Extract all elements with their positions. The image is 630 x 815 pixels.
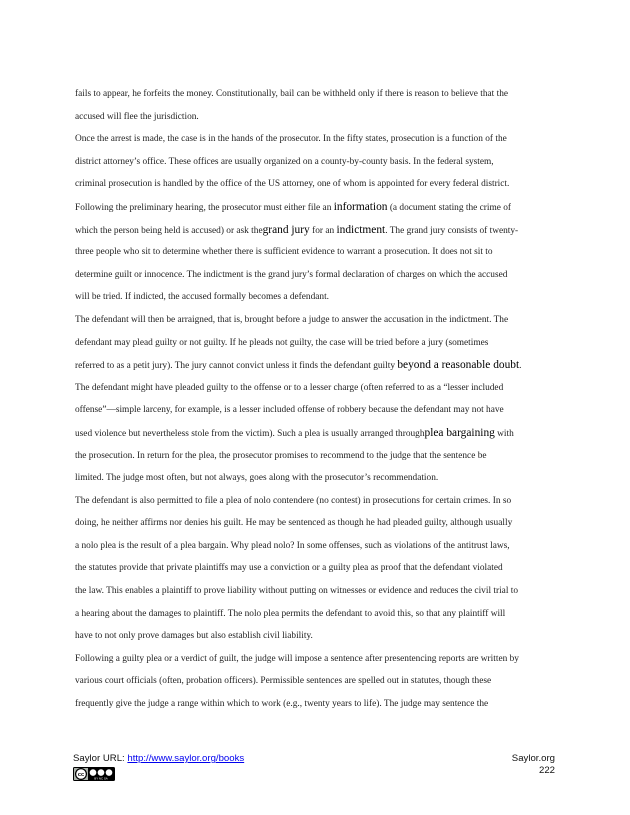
text-line: The defendant might have pleaded guilty to the offense or to a lesser charge (often referred to as a “lesser included bbox=[75, 382, 504, 393]
paragraph-prosecution bbox=[75, 128, 557, 309]
text-line: offense”—simple larceny, for example, is a lesser included offense of robbery because the defendant may not have bbox=[75, 405, 504, 416]
text-line bbox=[75, 196, 557, 219]
paragraph-bail-continued bbox=[75, 83, 557, 128]
body-text bbox=[75, 83, 557, 716]
text-line: fails to appear, he forfeits the money. Constitutionally, bail can be withheld only if there is reason to believe that the bbox=[75, 89, 509, 99]
text-line bbox=[75, 219, 557, 242]
text-line bbox=[75, 422, 557, 445]
term-grand-jury: grand jury bbox=[262, 223, 310, 236]
paragraph-arraignment bbox=[75, 309, 557, 490]
text-line: determine guilt or innocence. The indictment is the grand jury’s formal declaration of charges on which the accused bbox=[75, 269, 508, 280]
source-url-link[interactable]: http://www.saylor.org/books bbox=[127, 753, 245, 764]
text-line: defendant may plead guilty or not guilty. If he pleads not guilty, the case will be tried before a jury (sometimes bbox=[75, 337, 489, 348]
text-line: accused will flee the jurisdiction. bbox=[75, 111, 199, 122]
text-line: The defendant will then be arraigned, that is, brought before a judge to answer the accusation in the indictment. The bbox=[75, 314, 509, 325]
text-line: doing, he neither affirms nor denies his guilt. He may be sentenced as though he had pleaded guilty, although usually bbox=[75, 518, 513, 529]
text-line: the prosecution. In return for the plea, the prosecutor promises to recommend to the judge that the sentence be bbox=[75, 450, 487, 461]
text-line: three people who sit to determine whether there is sufficient evidence to warrant a prosecution. It does not sit to bbox=[75, 247, 493, 258]
text-line: criminal prosecution is handled by the office of the US attorney, one of whom is appointed for every federal district. bbox=[75, 179, 510, 190]
license-badge-text: BY NC SA bbox=[94, 776, 108, 781]
term-indictment: indictment bbox=[336, 223, 386, 236]
term-information: information bbox=[333, 200, 388, 213]
text-line: the law. This enables a plaintiff to prove liability without putting on witnesses or evidence and reduces the civil trial to bbox=[75, 586, 519, 597]
text-line: various court officials (often, probation officers). Permissible sentences are spelled out in statutes, though these bbox=[75, 676, 492, 687]
text-run: (a document stating the crime of bbox=[387, 202, 511, 213]
text-run: with bbox=[494, 428, 514, 439]
text-line: The defendant is also permitted to file a plea of nolo contendere (no contest) in prosecutions for certain crimes. In so bbox=[75, 495, 512, 506]
site-name: Saylor.org bbox=[511, 753, 555, 764]
text-run: . The grand jury consists of twenty- bbox=[385, 225, 519, 236]
text-line: frequently give the judge a range within which to work (e.g., twenty years to life). The judge may sentence the bbox=[75, 699, 489, 710]
text-line: a nolo plea is the result of a plea bargain. Why plead nolo? In some offenses, such as violations of the antitrust laws, bbox=[75, 540, 510, 551]
text-run: . bbox=[519, 361, 522, 372]
paragraph-sentencing bbox=[75, 648, 557, 716]
text-run: for an bbox=[309, 225, 337, 236]
text-run: Following the preliminary hearing, the prosecutor must either file an bbox=[75, 202, 334, 213]
footer-source bbox=[73, 753, 244, 764]
text-line: a hearing about the damages to plaintiff. The nolo plea permits the defendant to avoid this, so that any plaintiff will bbox=[75, 608, 506, 619]
page-number: 222 bbox=[538, 765, 555, 776]
paragraph-nolo-contendere bbox=[75, 490, 557, 648]
source-url-label: Saylor URL: bbox=[73, 753, 128, 764]
text-line: limited. The judge most often, but not always, goes along with the prosecutor’s recommendation. bbox=[75, 473, 439, 484]
text-run: which the person being held is accused) or ask the bbox=[75, 225, 263, 236]
text-line: Following a guilty plea or a verdict of guilt, the judge will impose a sentence after presentencing reports are written by bbox=[75, 653, 519, 664]
text-line: will be tried. If indicted, the accused formally becomes a defendant. bbox=[75, 292, 329, 303]
footer-page-info bbox=[512, 753, 555, 777]
text-line: the statutes provide that private plaintiffs may use a conviction or a guilty plea as proof that the defendant violated bbox=[75, 563, 503, 574]
text-run: referred to as a petit jury). The jury cannot convict unless it finds the defendant guilty bbox=[75, 361, 398, 372]
text-line: have to not only prove damages but also establish civil liability. bbox=[75, 631, 313, 642]
text-line: Once the arrest is made, the case is in the hands of the prosecutor. In the fifty states, prosecution is a function of the bbox=[75, 134, 507, 145]
svg-text:cc: cc bbox=[77, 772, 85, 779]
text-run: used violence but nevertheless stole from the victim). Such a plea is usually arranged through bbox=[75, 428, 425, 439]
text-line: district attorney’s office. These offices are usually organized on a county-by-county basis. In the federal system, bbox=[75, 156, 494, 167]
term-plea-bargaining: plea bargaining bbox=[424, 426, 495, 439]
creative-commons-license-icon[interactable] bbox=[73, 767, 115, 781]
term-beyond-reasonable-doubt: beyond a reasonable doubt bbox=[397, 359, 520, 372]
text-line bbox=[75, 354, 557, 377]
